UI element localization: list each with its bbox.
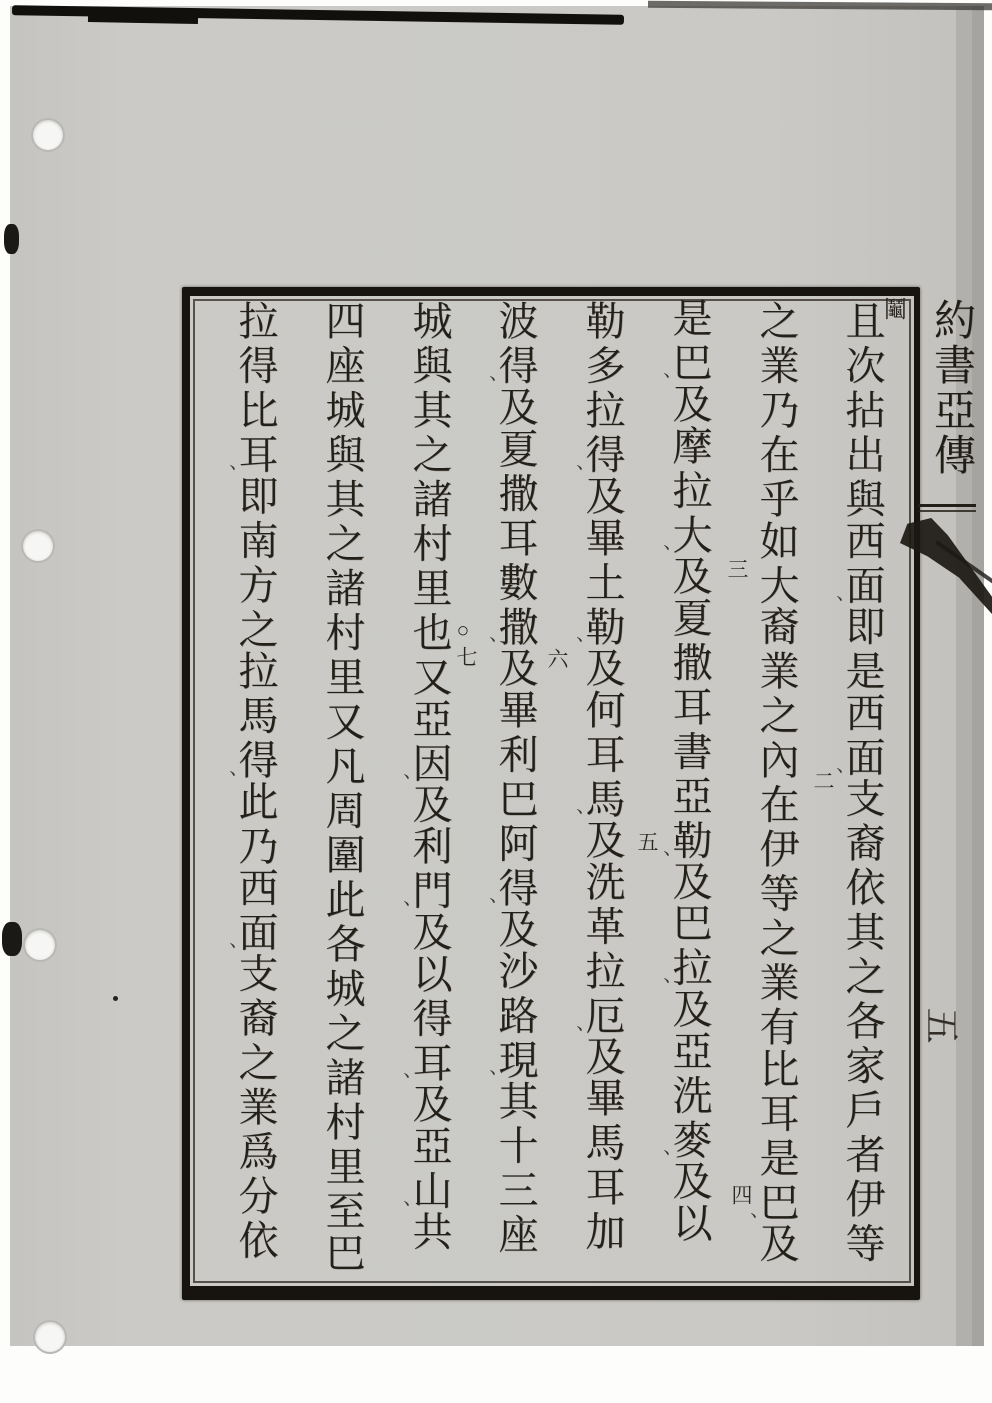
proper-name-box: 利門 、	[404, 825, 455, 914]
proper-name-box: 是巴 、	[664, 297, 715, 386]
proper-name-box: 洗革拉厄 、	[577, 861, 628, 1039]
text-run: 及	[667, 1160, 712, 1205]
verse-number-gloss: 五	[635, 831, 659, 852]
proper-name-box: 巴	[320, 1231, 365, 1276]
proper-name-box: 沙路現 、	[490, 950, 541, 1084]
text-run: 及	[493, 908, 538, 953]
text-column	[837, 300, 887, 1300]
verse-number-gloss: ○	[451, 618, 475, 642]
proper-name-box: 勒多拉得 、	[577, 300, 628, 478]
text-run: 及	[580, 1035, 625, 1080]
verse-number-gloss: 七	[454, 646, 478, 667]
folio-divider-line	[918, 510, 976, 512]
text-run: 共	[407, 1210, 452, 1255]
proper-name-box: 畢馬耳加	[580, 1077, 625, 1255]
proper-name-box: 西面 、	[837, 520, 888, 609]
text-run: 及	[580, 647, 625, 692]
text-run: 及	[580, 475, 625, 520]
text-run: 之業乃在乎	[754, 300, 799, 523]
text-run: 支裔依其之各家戶者伊等	[840, 777, 885, 1267]
text-run: 裔業之內在伊等之業有	[754, 605, 799, 1051]
text-run: 即南方之	[233, 475, 278, 653]
proper-name-box: 亞山 、	[404, 1125, 455, 1214]
proper-name-box: 西面 、	[230, 867, 281, 956]
folio-page-number: 五	[921, 1007, 962, 1044]
proper-name-box: 拉得比耳 、	[230, 300, 281, 478]
text-run: 且次拈出與	[840, 300, 885, 523]
proper-name-box: 亞因 、	[404, 698, 455, 787]
text-run: 及	[493, 647, 538, 692]
text-run: 及	[667, 383, 712, 428]
text-column	[751, 300, 801, 1300]
proper-name-box: 波得 、	[490, 300, 541, 389]
proper-name-box: 以得耳 、	[404, 953, 455, 1087]
proper-name-box: 以	[667, 1201, 712, 1246]
text-column	[577, 300, 627, 1300]
proper-name-box: 亞洗麥 、	[664, 1030, 715, 1164]
verse-number-gloss: 三	[725, 558, 749, 579]
text-run: 及	[667, 860, 712, 905]
text-run: 及	[407, 1083, 452, 1128]
text-run: 及	[580, 819, 625, 864]
text-column	[404, 300, 454, 1300]
proper-name-box: 畢利巴阿得 、	[490, 689, 541, 912]
folio-divider-line	[918, 504, 976, 507]
proper-name-box: 巴拉 、	[664, 902, 715, 991]
text-column	[664, 297, 714, 1300]
proper-name-box: 比耳是巴 、	[751, 1048, 802, 1226]
text-run: 城與其之諸村里也又	[407, 300, 452, 701]
text-run: 即是	[840, 605, 885, 695]
verse-number-gloss: 四	[729, 1184, 753, 1205]
text-run: 及	[493, 386, 538, 431]
proper-name-box: 何耳馬 、	[577, 689, 628, 823]
verse-number-gloss: 六	[545, 648, 569, 669]
text-run: 支裔之業爲分依	[233, 952, 278, 1264]
book-title: 約書亞傳	[928, 298, 974, 478]
proper-name-box: 摩拉大 、	[664, 425, 715, 559]
text-run: 及	[407, 911, 452, 956]
lot-gloss-character: 鬮	[884, 297, 907, 322]
text-run: 及	[667, 988, 712, 1033]
text-run: 及	[754, 1222, 799, 1267]
text-run: 及	[667, 555, 712, 600]
proper-name-box: 夏撒耳數撒 、	[490, 428, 541, 651]
proper-name-box: 夏撒耳書亞勒 、	[664, 597, 715, 864]
text-column	[317, 300, 367, 1300]
text-run: 四座城與其之諸村里又凡周圍此各城之諸村里至	[320, 300, 365, 1235]
text-run: 及	[407, 783, 452, 828]
proper-name-box: 拉馬得 、	[230, 650, 281, 784]
verse-number-gloss: 二	[811, 770, 835, 791]
text-run: 其十三座	[493, 1080, 538, 1258]
text-column	[490, 300, 540, 1300]
text-run: 此乃	[233, 780, 278, 870]
proper-name-box: 畢土勒 、	[577, 517, 628, 651]
text-column	[230, 300, 280, 1300]
proper-name-box: 如大	[754, 519, 799, 609]
proper-name-box: 西面 、	[837, 692, 888, 781]
